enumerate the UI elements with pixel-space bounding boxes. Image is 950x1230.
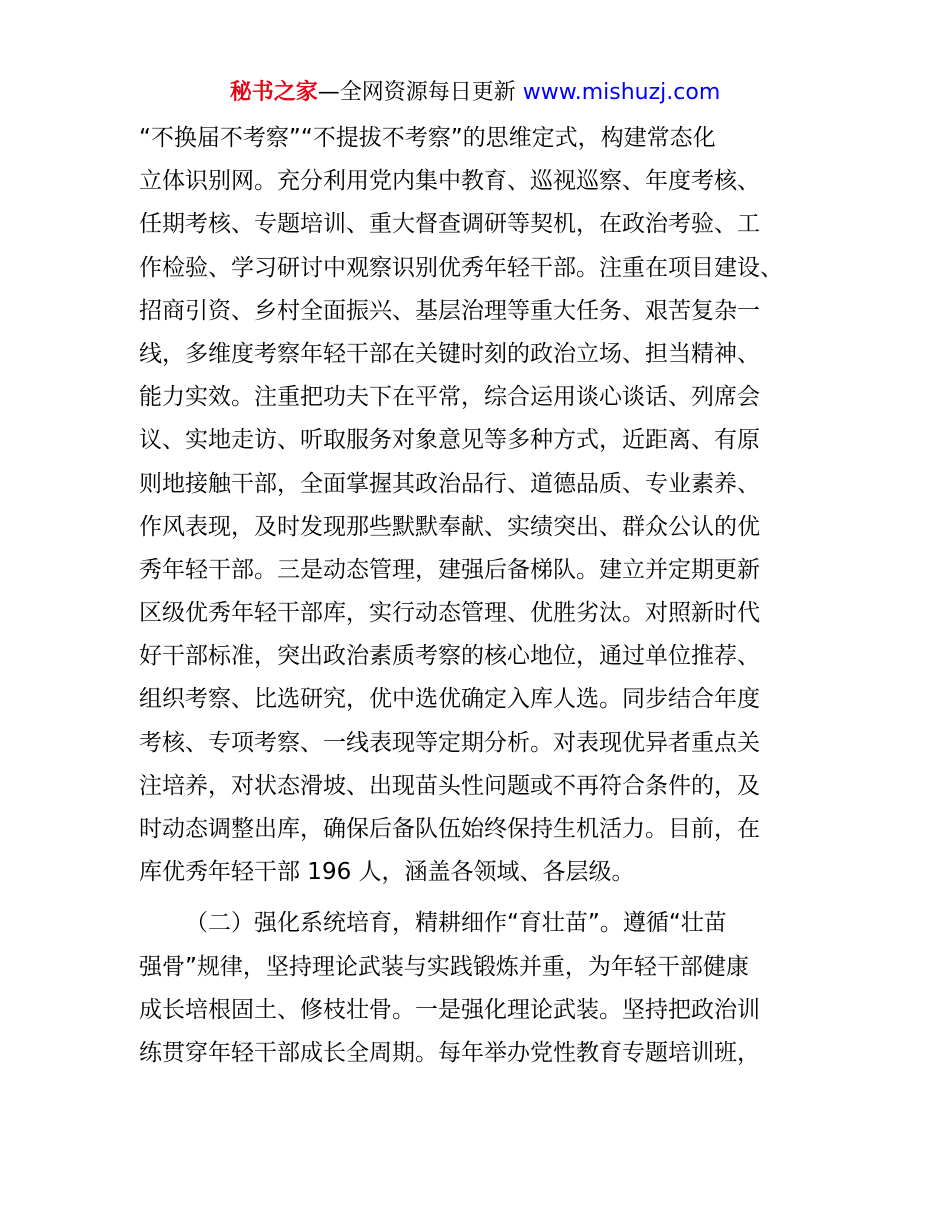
text-line: 强骨”规律，坚持理论武装与实践锻炼并重，为年轻干部健康 xyxy=(139,953,749,980)
text-line: 立体识别网。充分利用党内集中教育、巡视巡察、年度考核、 xyxy=(139,168,760,195)
text-line: 能力实效。注重把功夫下在平常，综合运用谈心谈话、列席会 xyxy=(139,384,760,411)
text-line: “不换届不考察”“不提拔不考察”的思维定式，构建常态化 xyxy=(139,125,716,151)
text-line: 注培养，对状态滑坡、出现苗头性问题或不再符合条件的，及 xyxy=(139,772,760,799)
text-line: 好干部标准，突出政治素质考察的核心地位，通过单位推荐、 xyxy=(139,643,760,670)
text-line: 则地接触干部，全面掌握其政治品行、道德品质、专业素养、 xyxy=(139,470,760,497)
text-line: 招商引资、乡村全面振兴、基层治理等重大任务、艰苦复杂一 xyxy=(139,297,760,324)
text-line: 组织考察、比选研究，优中选优确定入库人选。同步结合年度 xyxy=(139,686,760,713)
text-line: 秀年轻干部。三是动态管理，建强后备梯队。建立并定期更新 xyxy=(139,556,760,583)
paragraph-gap xyxy=(139,894,829,902)
text-line: 练贯穿年轻干部成长全周期。每年举办党性教育专题培训班， xyxy=(139,1039,760,1066)
text-line: 考核、专项考察、一线表现等定期分析。对表现优异者重点关 xyxy=(139,729,760,756)
text-line: 作检验、学习研讨中观察识别优秀年轻干部。注重在项目建设、 xyxy=(139,254,783,281)
paragraph-heading-line: （二）强化系统培育，精耕细作“育壮苗”。遵循“壮苗 xyxy=(185,910,727,937)
text-line: 议、实地走访、听取服务对象意见等多种方式，近距离、有原 xyxy=(139,427,760,454)
document-body xyxy=(139,117,829,1075)
site-brand: 秘书之家 xyxy=(229,80,318,105)
text-line: 成长培根固土、修枝壮骨。一是强化理论武装。坚持把政治训 xyxy=(139,996,760,1023)
site-tagline: —全网资源每日更新 xyxy=(317,80,516,105)
text-line: 时动态调整出库，确保后备队伍始终保持生机活力。目前，在 xyxy=(139,816,760,842)
site-header xyxy=(0,76,950,110)
site-url-link[interactable]: www.mishuzj.com xyxy=(522,80,721,105)
text-line: 作风表现，及时发现那些默默奉献、实绩突出、群众公认的优 xyxy=(139,513,760,540)
text-line: 线，多维度考察年轻干部在关键时刻的政治立场、担当精神、 xyxy=(139,340,760,367)
text-line: 库优秀年轻干部 196 人，涵盖各领域、各层级。 xyxy=(139,859,635,886)
text-line: 任期考核、专题培训、重大督查调研等契机，在政治考验、工 xyxy=(139,211,760,238)
text-line: 区级优秀年轻干部库，实行动态管理、优胜劣汰。对照新时代 xyxy=(139,600,760,627)
